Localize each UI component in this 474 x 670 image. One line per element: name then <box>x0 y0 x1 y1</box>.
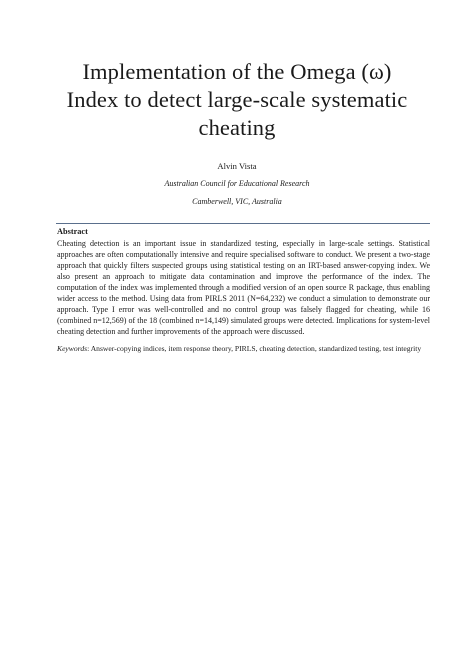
author-name: Alvin Vista <box>217 161 257 171</box>
keywords-separator: : <box>87 344 91 354</box>
title-line-3: cheating <box>198 115 276 140</box>
abstract-body: Cheating detection is an important issue in standardized testing, especially in large-scale settings. Statistical approaches are often computationally intensive and require specialised software to conduct. We present a two-stage approach that quickly filters suspected groups using statistical testing on an IRT-based answer-copying index. We also present an approach to mitigate data contamination and improve the performance of the index. The computation of the index was implemented through a modified version of an open source R package, thus enabling wider access to the method. Using data from PIRLS 2011 (N=64,232) we conduct a simulation to demonstrate our approach. Type I error was well-controlled and no control group was falsely flagged for cheating, while 16 (combined n=12,569) of the 18 (combined n=14,149) simulated groups were detected. Implications for system-level cheating detection and further improvements of the approach were discussed. <box>57 239 430 337</box>
title-block <box>0 58 474 208</box>
keywords-line <box>57 343 430 354</box>
abstract-heading: Abstract <box>57 227 88 236</box>
title-line-2: Index to detect large-scale systematic <box>66 87 408 112</box>
paper-title <box>0 58 474 142</box>
author-location: Camberwell, VIC, Australia <box>192 197 282 206</box>
keywords-label: Keywords <box>57 344 88 354</box>
abstract-divider <box>56 223 430 224</box>
keywords-text: Answer-copying indices, item response theory, PIRLS, cheating detection, standardized testing, test integrity <box>90 344 422 354</box>
author-affiliation: Australian Council for Educational Research <box>164 179 310 188</box>
abstract-section <box>57 226 430 354</box>
title-line-1: Implementation of the Omega (ω) <box>82 59 392 84</box>
